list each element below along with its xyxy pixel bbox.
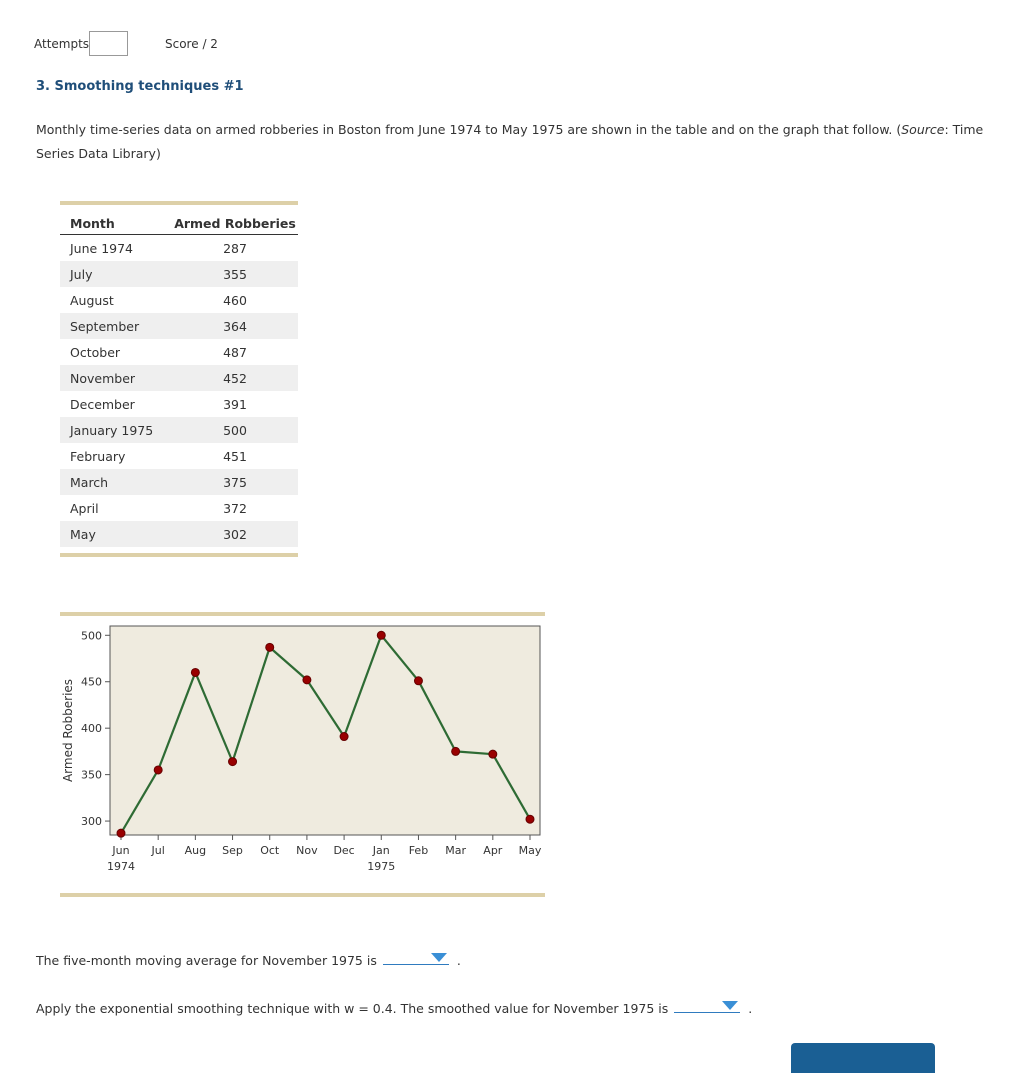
table-cell-value: 375 xyxy=(223,474,247,490)
table-cell-month: January 1975 xyxy=(70,422,154,438)
table-cell-value: 302 xyxy=(223,526,247,542)
column-header-robberies: Armed Robberies xyxy=(174,216,296,231)
source-text: : Time Series Data Library) xyxy=(36,122,984,161)
data-point xyxy=(377,631,385,639)
exponential-dropdown[interactable] xyxy=(674,996,740,1013)
question-intro xyxy=(36,118,996,166)
table-cell-month: March xyxy=(70,474,109,490)
y-axis-label: Armed Robberies xyxy=(61,678,75,783)
moving-average-period: . xyxy=(456,953,461,968)
robberies-table xyxy=(60,201,298,557)
x-tick-label: Jan xyxy=(372,844,390,857)
table-cell-value: 372 xyxy=(223,500,247,516)
table-row xyxy=(60,287,298,313)
data-point xyxy=(229,758,237,766)
table-cell-month: October xyxy=(70,344,121,360)
table-cell-month: August xyxy=(70,292,114,308)
table-bottom-rule xyxy=(60,553,298,557)
data-point xyxy=(340,733,348,741)
robberies-chart xyxy=(60,612,545,897)
chart-bottom-rule xyxy=(60,893,545,897)
chart-svg xyxy=(60,612,545,897)
table-cell-value: 500 xyxy=(223,422,247,438)
attempts-label: Attempts xyxy=(34,37,90,51)
data-point xyxy=(191,668,199,676)
y-tick-label: 400 xyxy=(81,722,102,736)
exponential-period: . xyxy=(748,1001,753,1016)
table-cell-value: 487 xyxy=(223,344,247,360)
data-point xyxy=(452,747,460,755)
column-header-month: Month xyxy=(70,216,115,231)
table-row xyxy=(60,339,298,365)
exponential-text: Apply the exponential smoothing technique with w = 0.4. The smoothed value for November 1975 is xyxy=(36,1001,669,1016)
x-tick-sublabel: 1974 xyxy=(107,860,135,873)
y-tick-label: 500 xyxy=(81,629,102,643)
table-row xyxy=(60,521,298,547)
plot-area xyxy=(110,626,540,835)
x-tick-label: Apr xyxy=(483,844,503,857)
submit-button[interactable] xyxy=(791,1043,935,1073)
table-row xyxy=(60,261,298,287)
x-tick-label: Jul xyxy=(151,844,165,857)
data-point xyxy=(266,643,274,651)
exponential-question xyxy=(36,996,752,1016)
x-tick-label: Mar xyxy=(445,844,467,857)
table-cell-month: July xyxy=(70,266,93,282)
intro-text: Monthly time-series data on armed robberies in Boston from June 1974 to May 1975 are shown in the table and on the graph that follow. ( xyxy=(36,122,902,137)
table-cell-month: December xyxy=(70,396,135,412)
table-cell-month: February xyxy=(70,448,126,464)
data-point xyxy=(414,677,422,685)
table-cell-month: September xyxy=(70,318,140,334)
table-cell-value: 460 xyxy=(223,292,247,308)
data-point xyxy=(117,829,125,837)
data-point xyxy=(526,815,534,823)
y-tick-label: 300 xyxy=(81,815,102,829)
data-point xyxy=(154,766,162,774)
table-cell-month: June 1974 xyxy=(70,240,134,256)
chevron-down-icon xyxy=(722,1001,738,1010)
table-cell-value: 452 xyxy=(223,370,247,386)
score-value: / 2 xyxy=(202,37,218,51)
x-tick-label: Oct xyxy=(260,844,280,857)
table-cell-value: 364 xyxy=(223,318,247,334)
x-tick-sublabel: 1975 xyxy=(367,860,396,873)
table-row xyxy=(60,443,298,469)
question-title: 3. Smoothing techniques #1 xyxy=(36,79,244,94)
x-tick-label: Nov xyxy=(296,844,318,857)
score-label: Score xyxy=(165,37,199,51)
table-cell-value: 451 xyxy=(223,448,247,464)
table-row xyxy=(60,469,298,495)
table-cell-value: 287 xyxy=(223,240,247,256)
x-tick-label: Feb xyxy=(408,844,429,857)
moving-average-question xyxy=(36,948,461,968)
table-cell-month: May xyxy=(70,526,96,542)
source-label: Source xyxy=(901,122,945,137)
table-row xyxy=(60,391,298,417)
table-cell-value: 391 xyxy=(223,396,247,412)
table-row xyxy=(60,235,298,261)
x-tick-label: Jun xyxy=(112,844,130,857)
table-row xyxy=(60,495,298,521)
table-cell-value: 355 xyxy=(223,266,247,282)
chevron-down-icon xyxy=(431,953,447,962)
table-cell-month: April xyxy=(70,500,99,516)
score-display xyxy=(165,37,218,51)
data-point xyxy=(489,750,497,758)
data-point xyxy=(303,676,311,684)
y-tick-label: 350 xyxy=(81,768,102,782)
y-tick-label: 450 xyxy=(81,675,102,689)
x-tick-label: Aug xyxy=(184,844,207,857)
table-row xyxy=(60,313,298,339)
moving-average-dropdown[interactable] xyxy=(383,948,449,965)
table-cell-month: November xyxy=(70,370,136,386)
table-row xyxy=(60,365,298,391)
table-row xyxy=(60,417,298,443)
table-body xyxy=(60,235,298,547)
attempts-box xyxy=(89,31,128,56)
table-header-row xyxy=(60,205,298,235)
x-tick-label: Sep xyxy=(222,844,243,857)
x-tick-label: Dec xyxy=(333,844,355,857)
x-tick-label: May xyxy=(518,844,542,857)
moving-average-text: The five-month moving average for November 1975 is xyxy=(36,953,377,968)
